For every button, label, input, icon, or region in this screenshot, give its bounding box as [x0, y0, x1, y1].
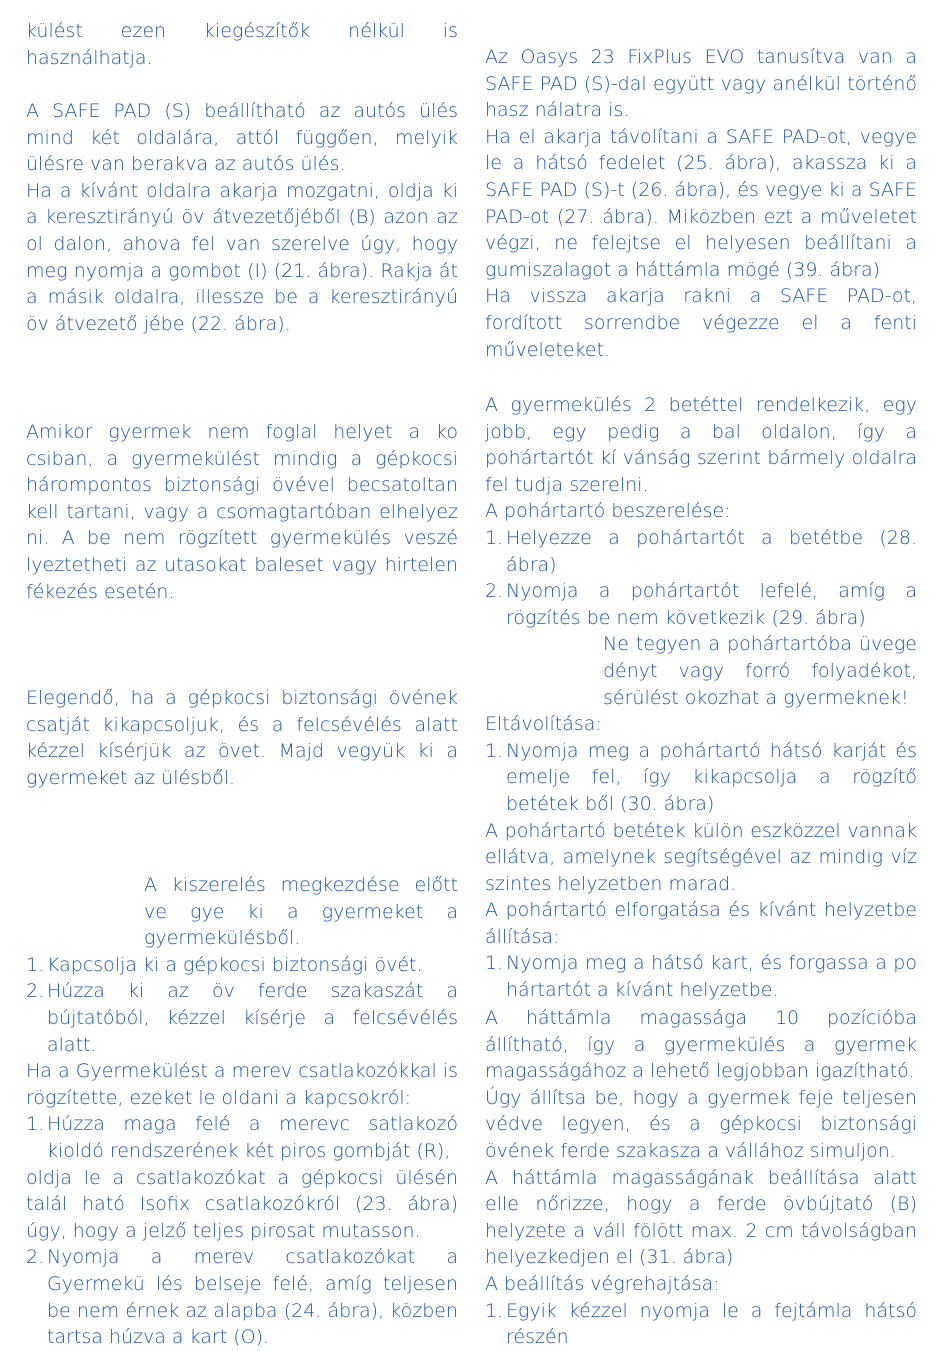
paragraph: Az Oasys 23 FixPlus EVO tanusítva van a SAFE PAD (S)-dal együtt vagy anélkül történő hasz nálatra is. — [485, 46, 917, 122]
paragraph: A SAFE PAD (S) beállítható az autós ülés mind két oldalára, attól függően, melyik ülésre van berakva az autós ülés. — [26, 100, 458, 176]
left-block-safe-pad-side — [26, 98, 458, 337]
list — [26, 1244, 458, 1350]
list-item: 2. Húzza ki az öv ferde szakaszát a bújtatóból, kézzel kísérje a felcsévélés alatt. — [26, 980, 458, 1056]
paragraph: A gyermekülés 2 betéttel rendelkezik, egy jobb, egy pedig a bal oldalon, így a pohártartót kí vánság szerint bármely oldalra fel tudja szerelni. — [485, 394, 917, 496]
paragraph: Ha a kívánt oldalra akarja mozgatni, oldja ki a keresztirányú öv átvezetőjéből (B) azon az ol dalon, ahova fel van szerelve úgy, hogy meg nyomja a gombot (I) (21. ábra). Rakja át a másik oldalra, illessze be a keresztirányú öv átvezető jébe (22. ábra). — [26, 179, 458, 335]
list — [26, 952, 458, 1058]
paragraph: A beállítás végrehajtása: — [485, 1272, 720, 1295]
left-block-removal-steps — [26, 872, 458, 1351]
paragraph: Eltávolítása: — [485, 713, 602, 736]
paragraph: A háttámla magassága 10 pozícióba állítható, így a gyermekülés a gyermek magasságához a lehető legjobban igazítható. — [485, 1007, 917, 1083]
paragraph: Ha vissza akarja rakni a SAFE PAD-ot, fordított sorrendbe végezze el a fenti műveleteket. — [485, 285, 917, 361]
list — [485, 1298, 917, 1351]
paragraph: A háttámla magasságának beállítása alatt elle nőrizze, hogy a ferde övbújtató (B) helyzete a váll fölött max. 2 cm távolságban helyezkedjen el (31. ábra) — [485, 1166, 917, 1269]
list-item: 1. Nyomja meg a hátsó kart, és forgassa a po hártartót a kívánt helyzetbe. — [485, 952, 917, 1002]
list — [485, 525, 917, 631]
left-block-unoccupied-seat — [26, 419, 458, 605]
list — [26, 1111, 458, 1164]
list-item: 2. Nyomja a merev csatlakozókat a Gyermekü lés belseje felé, amíg teljesen be nem érnek az alapba (24. ábra), közben tartsa húzva a kart (O). — [26, 1246, 458, 1349]
warning-paragraph: Ne tegyen a pohártartóba üvege dényt vagy forró folyadékot, sérülést okozhat a gyermeknek! — [603, 633, 917, 709]
list-item: 1. Egyik kézzel nyomja le a fejtámla hátsó részén — [485, 1299, 917, 1349]
list-item: 1. Nyomja meg a pohártartó hátsó karját és emelje fel, így kikapcsolja a rögzítő betétek ből (30. ábra) — [485, 739, 917, 815]
paragraph: Elegendő, ha a gépkocsi biztonsági övének csatját kikapcsoljuk, és a felcsévélés alatt kézzel kísérjük az övet. Majd vegyük ki a gyermeket az ülésből. — [26, 687, 458, 789]
list-item: 1. Helyezze a pohártartót a betétbe (28. ábra) — [485, 526, 917, 576]
paragraph: külést ezen kiegészítők nélkül is használhatja. — [26, 20, 458, 69]
list — [485, 950, 917, 1003]
paragraph: Ha a Gyermekülést a merev csatlakozókkal is rögzítette, ezeket le oldani a kapcsokról: — [26, 1060, 458, 1109]
paragraph: Úgy állítsa be, hogy a gyermek feje teljesen védve legyen, és a gépkocsi biztonsági övének ferde szakasza a vállához simuljon. — [485, 1086, 917, 1162]
paragraph: oldja le a csatlakozókat a gépkocsi ülésén talál ható Isofix csatlakozókról (23. ábra) úgy, hogy a jelző teljes pirosat mutasson. — [26, 1166, 458, 1242]
right-block-cup-holder — [485, 392, 917, 1004]
left-block-remove-child — [26, 685, 458, 791]
list-item: 2. Nyomja a pohártartót lefelé, amíg a rögzítés be nem következik (29. ábra) — [485, 580, 917, 629]
list-item: 1. Kapcsolja ki a gépkocsi biztonsági övét. — [26, 953, 423, 976]
left-block-1 — [26, 18, 458, 71]
right-block-safe-pad-removal — [485, 44, 917, 363]
paragraph: A pohártartó beszerelése: — [485, 500, 731, 523]
paragraph: A kiszerelés megkezdése előtt ve gye ki a gyermeket a gyermekülésből. — [144, 874, 458, 950]
list-item: 1. Húzza maga felé a merevc satlakozó kioldó rendszerének két piros gombját (R), — [26, 1113, 458, 1162]
right-block-backrest-height — [485, 1005, 917, 1351]
paragraph: Ha el akarja távolítani a SAFE PAD-ot, vegye le a hátsó fedelet (25. ábra), akassza ki a SAFE PAD (S)-t (26. ábra), és vegye ki a SAFE PAD-ot (27. ábra). Miközben ezt a műveletet végzi, ne felejtse el helyesen beállítani a gumiszalagot a háttámla mögé (39. ábra) — [485, 125, 917, 281]
paragraph: A pohártartó elforgatása és kívánt helyzetbe állítása: — [485, 899, 917, 948]
paragraph: A pohártartó betétek külön eszközzel vannak ellátva, amelynek segítségével az mindig víz szintes helyzetben marad. — [485, 819, 917, 895]
paragraph: Amikor gyermek nem foglal helyet a ko csiban, a gyermekülést mindig a gépkocsi hárompontos biztonsági övével becsatoltan kell tartani, vagy a csomagtartóban elhelyez ni. A be nem rögzített gyermekülés veszé lyeztetheti az utasokat baleset vagy hirtelen fékezés esetén. — [26, 421, 458, 603]
list — [485, 738, 917, 818]
